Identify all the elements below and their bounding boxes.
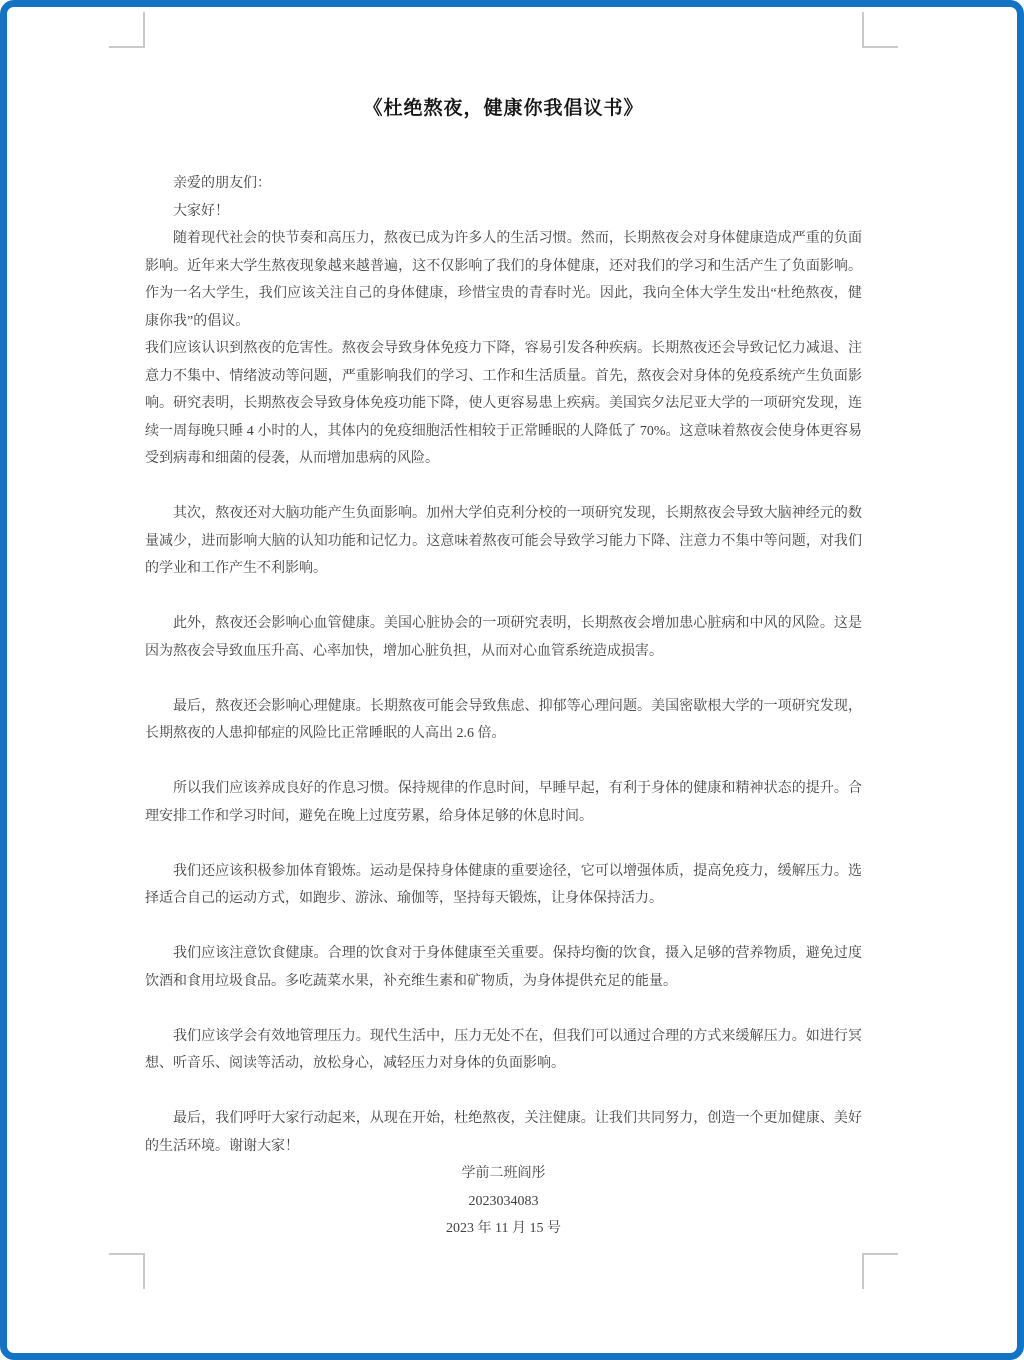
crop-mark-top-left: [109, 12, 145, 48]
body-paragraphs: [145, 225, 862, 1160]
paragraph: 我们应该认识到熬夜的危害性。熬夜会导致身体免疫力下降，容易引发各种疾病。长期熬夜还会导致记忆力减退、注意力不集中、情绪波动等问题，严重影响我们的学习、工作和生活质量。首先，熬夜会对身体的免疫系统产生负面影响。研究表明，长期熬夜会导致身体免疫功能下降，使人更容易患上疾病。美国宾夕法尼亚大学的一项研究发现，连续一周每晚只睡 4 小时的人，其体内的免疫细胞活性相较于正常睡眠的人降低了 70%。这意味着熬夜会使身体更容易受到病毒和细菌的侵袭，从而增加患病的风险。: [145, 341, 862, 466]
paragraph: 所以我们应该养成良好的作息习惯。保持规律的作息时间，早睡早起，有利于身体的健康和精神状态的提升。合理安排工作和学习时间，避免在晚上过度劳累，给身体足够的休息时间。: [145, 781, 862, 824]
document-body: [145, 170, 862, 1243]
signature-block: [145, 1160, 862, 1243]
signature-signer: 学前二班阎彤: [461, 1166, 546, 1181]
paragraph: 我们应该注意饮食健康。合理的饮食对于身体健康至关重要。保持均衡的饮食，摄入足够的营养物质，避免过度饮酒和食用垃圾食品。多吃蔬菜水果，补充维生素和矿物质，为身体提供充足的能量。: [145, 946, 862, 989]
crop-mark-bottom-left: [109, 1253, 145, 1289]
paragraph: 我们应该学会有效地管理压力。现代生活中，压力无处不在，但我们可以通过合理的方式来缓解压力。如进行冥想、听音乐、阅读等活动，放松身心，减轻压力对身体的负面影响。: [145, 1028, 862, 1071]
paragraph: 此外，熬夜还会影响心血管健康。美国心脏协会的一项研究表明，长期熬夜会增加患心脏病和中风的风险。这是因为熬夜会导致血压升高、心率加快，增加心脏负担，从而对心血管系统造成损害。: [145, 616, 862, 659]
paragraph: 我们还应该积极参加体育锻炼。运动是保持身体健康的重要途径，它可以增强体质，提高免疫力，缓解压力。选择适合自己的运动方式，如跑步、游泳、瑜伽等，坚持每天锻炼，让身体保持活力。: [145, 863, 862, 906]
crop-mark-top-right: [862, 12, 898, 48]
document-page: [145, 0, 862, 1243]
paragraph: 其次，熬夜还对大脑功能产生负面影响。加州大学伯克利分校的一项研究发现，长期熬夜会导致大脑神经元的数量减少，进而影响大脑的认知功能和记忆力。这意味着熬夜可能会导致学习能力下降、注意力不集中等问题，对我们的学业和工作产生不利影响。: [145, 506, 862, 576]
crop-mark-bottom-right: [862, 1253, 898, 1289]
document-title: 《杜绝熬夜，健康你我倡议书》: [363, 98, 644, 119]
salutation-line: 亲爱的朋友们：: [173, 176, 271, 191]
signature-student-id: 2023034083: [468, 1193, 539, 1209]
paragraph: 最后，我们呼吁大家行动起来，从现在开始，杜绝熬夜，关注健康。让我们共同努力，创造一个更加健康、美好的生活环境。谢谢大家！: [145, 1111, 862, 1154]
paragraph: 最后，熬夜还会影响心理健康。长期熬夜可能会导致焦虑、抑郁等心理问题。美国密歇根大学的一项研究发现，长期熬夜的人患抑郁症的风险比正常睡眠的人高出 2.6 倍。: [145, 698, 862, 741]
signature-date: 2023 年 11 月 15 号: [446, 1221, 561, 1236]
paragraph: 随着现代社会的快节奏和高压力，熬夜已成为许多人的生活习惯。然而，长期熬夜会对身体健康造成严重的负面影响。近年来大学生熬夜现象越来越普遍，这不仅影响了我们的身体健康，还对我们的学习和生活产生了负面影响。作为一名大学生，我们应该关注自己的身体健康，珍惜宝贵的青春时光。因此，我向全体大学生发出“杜绝熬夜，健康你我”的倡议。: [145, 231, 862, 329]
greeting-line: 大家好！: [173, 203, 229, 219]
